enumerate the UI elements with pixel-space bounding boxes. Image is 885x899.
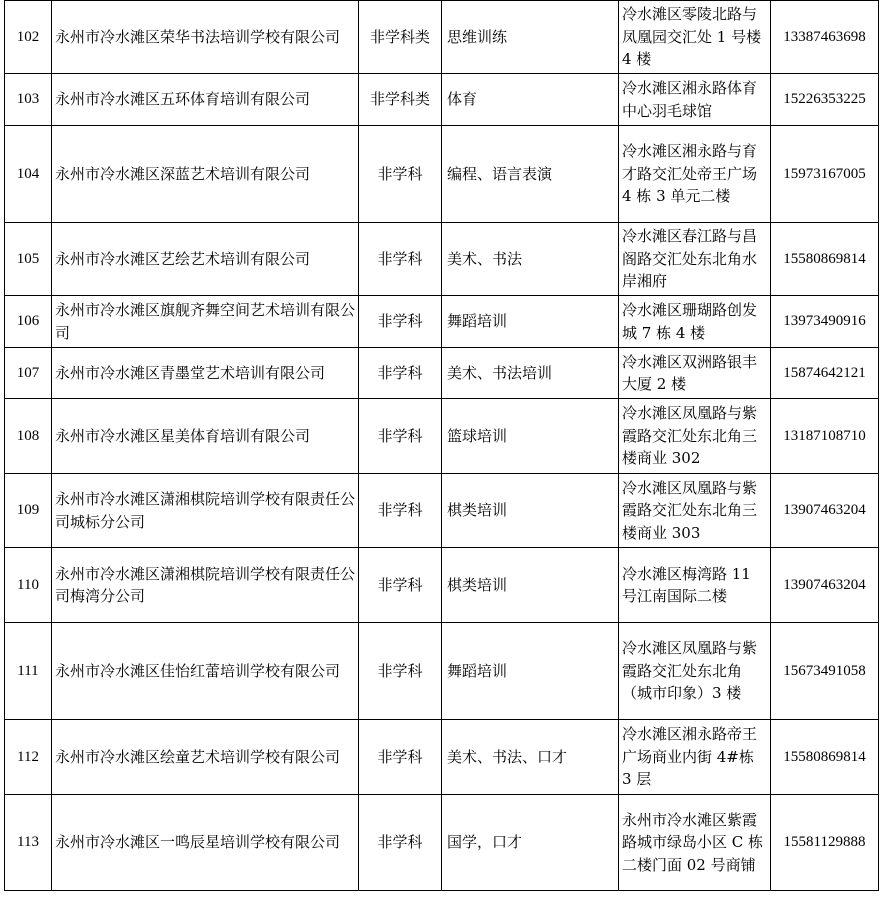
table-row: [5, 296, 879, 348]
phone-number: 13973490916: [771, 296, 879, 348]
phone-number: 15973167005: [771, 126, 879, 223]
institution-name: 永州市冷水滩区一鸣辰星培训学校有限公司: [52, 795, 359, 891]
table-row: [5, 720, 879, 795]
training-content: 体育: [442, 74, 619, 126]
institution-name: 永州市冷水滩区潇湘棋院培训学校有限责任公司城标分公司: [52, 474, 359, 548]
row-number: 110: [5, 548, 52, 623]
row-number: 113: [5, 795, 52, 891]
phone-number: 15580869814: [771, 720, 879, 795]
training-content: 国学，口才: [442, 795, 619, 891]
address: 冷水滩区零陵北路与凤凰园交汇处 1 号楼 4 楼: [619, 1, 771, 74]
institution-name: 永州市冷水滩区荣华书法培训学校有限公司: [52, 1, 359, 74]
institution-name: 永州市冷水滩区潇湘棋院培训学校有限责任公司梅湾分公司: [52, 548, 359, 623]
address: 冷水滩区凤凰路与紫霞路交汇处东北角三楼商业 303: [619, 474, 771, 548]
institution-name: 永州市冷水滩区绘童艺术培训学校有限公司: [52, 720, 359, 795]
training-content: 思维训练: [442, 1, 619, 74]
training-content: 美术、书法、口才: [442, 720, 619, 795]
phone-number: 15580869814: [771, 223, 879, 296]
row-number: 105: [5, 223, 52, 296]
training-content: 棋类培训: [442, 548, 619, 623]
table-row: [5, 1, 879, 74]
table-row: [5, 126, 879, 223]
category: 非学科: [359, 720, 442, 795]
category: 非学科类: [359, 74, 442, 126]
phone-number: 13387463698: [771, 1, 879, 74]
training-content: 编程、语言表演: [442, 126, 619, 223]
phone-number: 13187108710: [771, 399, 879, 474]
training-content: 篮球培训: [442, 399, 619, 474]
table-row: [5, 548, 879, 623]
phone-number: 15673491058: [771, 623, 879, 720]
institution-name: 永州市冷水滩区深蓝艺术培训有限公司: [52, 126, 359, 223]
address: 冷水滩区湘永路体育中心羽毛球馆: [619, 74, 771, 126]
table-row: [5, 795, 879, 891]
phone-number: 13907463204: [771, 474, 879, 548]
phone-number: 15581129888: [771, 795, 879, 891]
table-row: [5, 348, 879, 399]
row-number: 111: [5, 623, 52, 720]
address: 冷水滩区凤凰路与紫霞路交汇处东北角三楼商业 302: [619, 399, 771, 474]
address: 永州市冷水滩区紫霞路城市绿岛小区 C 栋二楼门面 02 号商铺: [619, 795, 771, 891]
training-content: 美术、书法: [442, 223, 619, 296]
address: 冷水滩区凤凰路与紫霞路交汇处东北角（城市印象）3 楼: [619, 623, 771, 720]
phone-number: 15226353225: [771, 74, 879, 126]
category: 非学科: [359, 126, 442, 223]
institution-name: 永州市冷水滩区青墨堂艺术培训有限公司: [52, 348, 359, 399]
institution-name: 永州市冷水滩区星美体育培训有限公司: [52, 399, 359, 474]
category: 非学科: [359, 296, 442, 348]
table-row: [5, 474, 879, 548]
address: 冷水滩区春江路与昌阁路交汇处东北角水岸湘府: [619, 223, 771, 296]
institution-name: 永州市冷水滩区五环体育培训有限公司: [52, 74, 359, 126]
category: 非学科: [359, 474, 442, 548]
category: 非学科: [359, 223, 442, 296]
category: 非学科: [359, 795, 442, 891]
row-number: 102: [5, 1, 52, 74]
category: 非学科: [359, 548, 442, 623]
training-content: 舞蹈培训: [442, 623, 619, 720]
registry-sheet: [4, 0, 879, 891]
address: 冷水滩区湘永路帝王广场商业内街 4#栋 3 层: [619, 720, 771, 795]
training-content: 舞蹈培训: [442, 296, 619, 348]
category: 非学科类: [359, 1, 442, 74]
address: 冷水滩区湘永路与育才路交汇处帝王广场 4 栋 3 单元二楼: [619, 126, 771, 223]
row-number: 112: [5, 720, 52, 795]
table-row: [5, 399, 879, 474]
address: 冷水滩区双洲路银丰大厦 2 楼: [619, 348, 771, 399]
institution-name: 永州市冷水滩区旗舰齐舞空间艺术培训有限公司: [52, 296, 359, 348]
row-number: 103: [5, 74, 52, 126]
training-content: 棋类培训: [442, 474, 619, 548]
table-row: [5, 623, 879, 720]
category: 非学科: [359, 348, 442, 399]
row-number: 108: [5, 399, 52, 474]
training-institution-table: [4, 0, 879, 891]
table-row: [5, 223, 879, 296]
row-number: 106: [5, 296, 52, 348]
training-content: 美术、书法培训: [442, 348, 619, 399]
row-number: 104: [5, 126, 52, 223]
category: 非学科: [359, 623, 442, 720]
address: 冷水滩区梅湾路 11 号江南国际二楼: [619, 548, 771, 623]
institution-name: 永州市冷水滩区佳怡红蕾培训学校有限公司: [52, 623, 359, 720]
table-row: [5, 74, 879, 126]
phone-number: 13907463204: [771, 548, 879, 623]
address: 冷水滩区珊瑚路创发城 7 栋 4 楼: [619, 296, 771, 348]
institution-name: 永州市冷水滩区艺绘艺术培训有限公司: [52, 223, 359, 296]
phone-number: 15874642121: [771, 348, 879, 399]
row-number: 109: [5, 474, 52, 548]
table-body: [5, 1, 879, 891]
category: 非学科: [359, 399, 442, 474]
row-number: 107: [5, 348, 52, 399]
